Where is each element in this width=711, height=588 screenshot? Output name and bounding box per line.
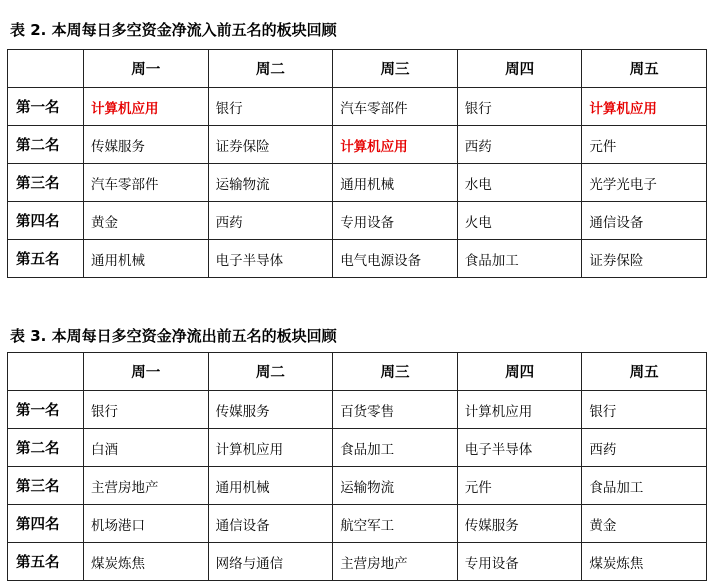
- table-cell: 银行: [208, 88, 333, 126]
- table-cell: 光学光电子: [582, 164, 707, 202]
- table-cell: 煤炭炼焦: [582, 543, 707, 581]
- table-cell: 西药: [457, 126, 582, 164]
- table3-caption: 表 3. 本周每日多空资金净流出前五名的板块回顾: [10, 327, 337, 345]
- table-cell: 食品加工: [457, 240, 582, 278]
- table-cell: 电子半导体: [208, 240, 333, 278]
- highlighted-cell: 计算机应用: [84, 88, 209, 126]
- table-cell: 传媒服务: [457, 505, 582, 543]
- table-cell: 传媒服务: [84, 126, 209, 164]
- rank-label: 第三名: [8, 467, 84, 505]
- table-cell: 黄金: [582, 505, 707, 543]
- header-thursday: 周四: [457, 50, 582, 88]
- table-cell: 白酒: [84, 429, 209, 467]
- table-cell: 通信设备: [582, 202, 707, 240]
- table2-caption: 表 2. 本周每日多空资金净流入前五名的板块回顾: [10, 21, 337, 39]
- table-cell: 专用设备: [457, 543, 582, 581]
- table-header-row: [8, 50, 707, 88]
- table-row: [8, 240, 707, 278]
- table-cell: 火电: [457, 202, 582, 240]
- table-cell: 煤炭炼焦: [84, 543, 209, 581]
- table-cell: 航空军工: [333, 505, 458, 543]
- table-row: [8, 505, 707, 543]
- highlighted-cell: 计算机应用: [333, 126, 458, 164]
- table-cell: 证券保险: [208, 126, 333, 164]
- table-cell: 百货零售: [333, 391, 458, 429]
- header-wednesday: 周三: [333, 50, 458, 88]
- table-row: [8, 202, 707, 240]
- table-cell: 西药: [582, 429, 707, 467]
- table-cell: 汽车零部件: [333, 88, 458, 126]
- table-cell: 运输物流: [333, 467, 458, 505]
- table-cell: 银行: [84, 391, 209, 429]
- table-cell: 运输物流: [208, 164, 333, 202]
- table-cell: 食品加工: [333, 429, 458, 467]
- table-cell: 传媒服务: [208, 391, 333, 429]
- header-monday: 周一: [84, 353, 209, 391]
- table-cell: 汽车零部件: [84, 164, 209, 202]
- rank-label: 第四名: [8, 505, 84, 543]
- table-cell: 通信设备: [208, 505, 333, 543]
- table-cell: 计算机应用: [208, 429, 333, 467]
- header-corner-cell: [8, 50, 84, 88]
- table-cell: 元件: [582, 126, 707, 164]
- header-friday: 周五: [582, 50, 707, 88]
- table-cell: 主营房地产: [84, 467, 209, 505]
- table-cell: 电气电源设备: [333, 240, 458, 278]
- highlighted-cell: 计算机应用: [582, 88, 707, 126]
- rank-label: 第一名: [8, 391, 84, 429]
- table-cell: 计算机应用: [457, 391, 582, 429]
- rank-label: 第四名: [8, 202, 84, 240]
- table-cell: 通用机械: [84, 240, 209, 278]
- rank-label: 第三名: [8, 164, 84, 202]
- rank-label: 第一名: [8, 88, 84, 126]
- header-wednesday: 周三: [333, 353, 458, 391]
- table-row: [8, 543, 707, 581]
- rank-label: 第二名: [8, 429, 84, 467]
- table-row: [8, 88, 707, 126]
- table-cell: 机场港口: [84, 505, 209, 543]
- header-monday: 周一: [84, 50, 209, 88]
- table-cell: 证券保险: [582, 240, 707, 278]
- outflow-top5-table: [7, 352, 707, 581]
- header-tuesday: 周二: [208, 353, 333, 391]
- table-cell: 专用设备: [333, 202, 458, 240]
- table-cell: 银行: [582, 391, 707, 429]
- table-cell: 黄金: [84, 202, 209, 240]
- table-row: [8, 126, 707, 164]
- table-cell: 食品加工: [582, 467, 707, 505]
- header-friday: 周五: [582, 353, 707, 391]
- table-cell: 电子半导体: [457, 429, 582, 467]
- header-thursday: 周四: [457, 353, 582, 391]
- table-row: [8, 391, 707, 429]
- rank-label: 第五名: [8, 543, 84, 581]
- rank-label: 第二名: [8, 126, 84, 164]
- table-header-row: [8, 353, 707, 391]
- table-cell: 网络与通信: [208, 543, 333, 581]
- table-cell: 银行: [457, 88, 582, 126]
- table-cell: 西药: [208, 202, 333, 240]
- inflow-top5-table: [7, 49, 707, 278]
- table-row: [8, 164, 707, 202]
- header-corner-cell: [8, 353, 84, 391]
- header-tuesday: 周二: [208, 50, 333, 88]
- table-cell: 元件: [457, 467, 582, 505]
- rank-label: 第五名: [8, 240, 84, 278]
- table-cell: 水电: [457, 164, 582, 202]
- table-cell: 通用机械: [208, 467, 333, 505]
- table-cell: 通用机械: [333, 164, 458, 202]
- table-cell: 主营房地产: [333, 543, 458, 581]
- table-row: [8, 467, 707, 505]
- table-row: [8, 429, 707, 467]
